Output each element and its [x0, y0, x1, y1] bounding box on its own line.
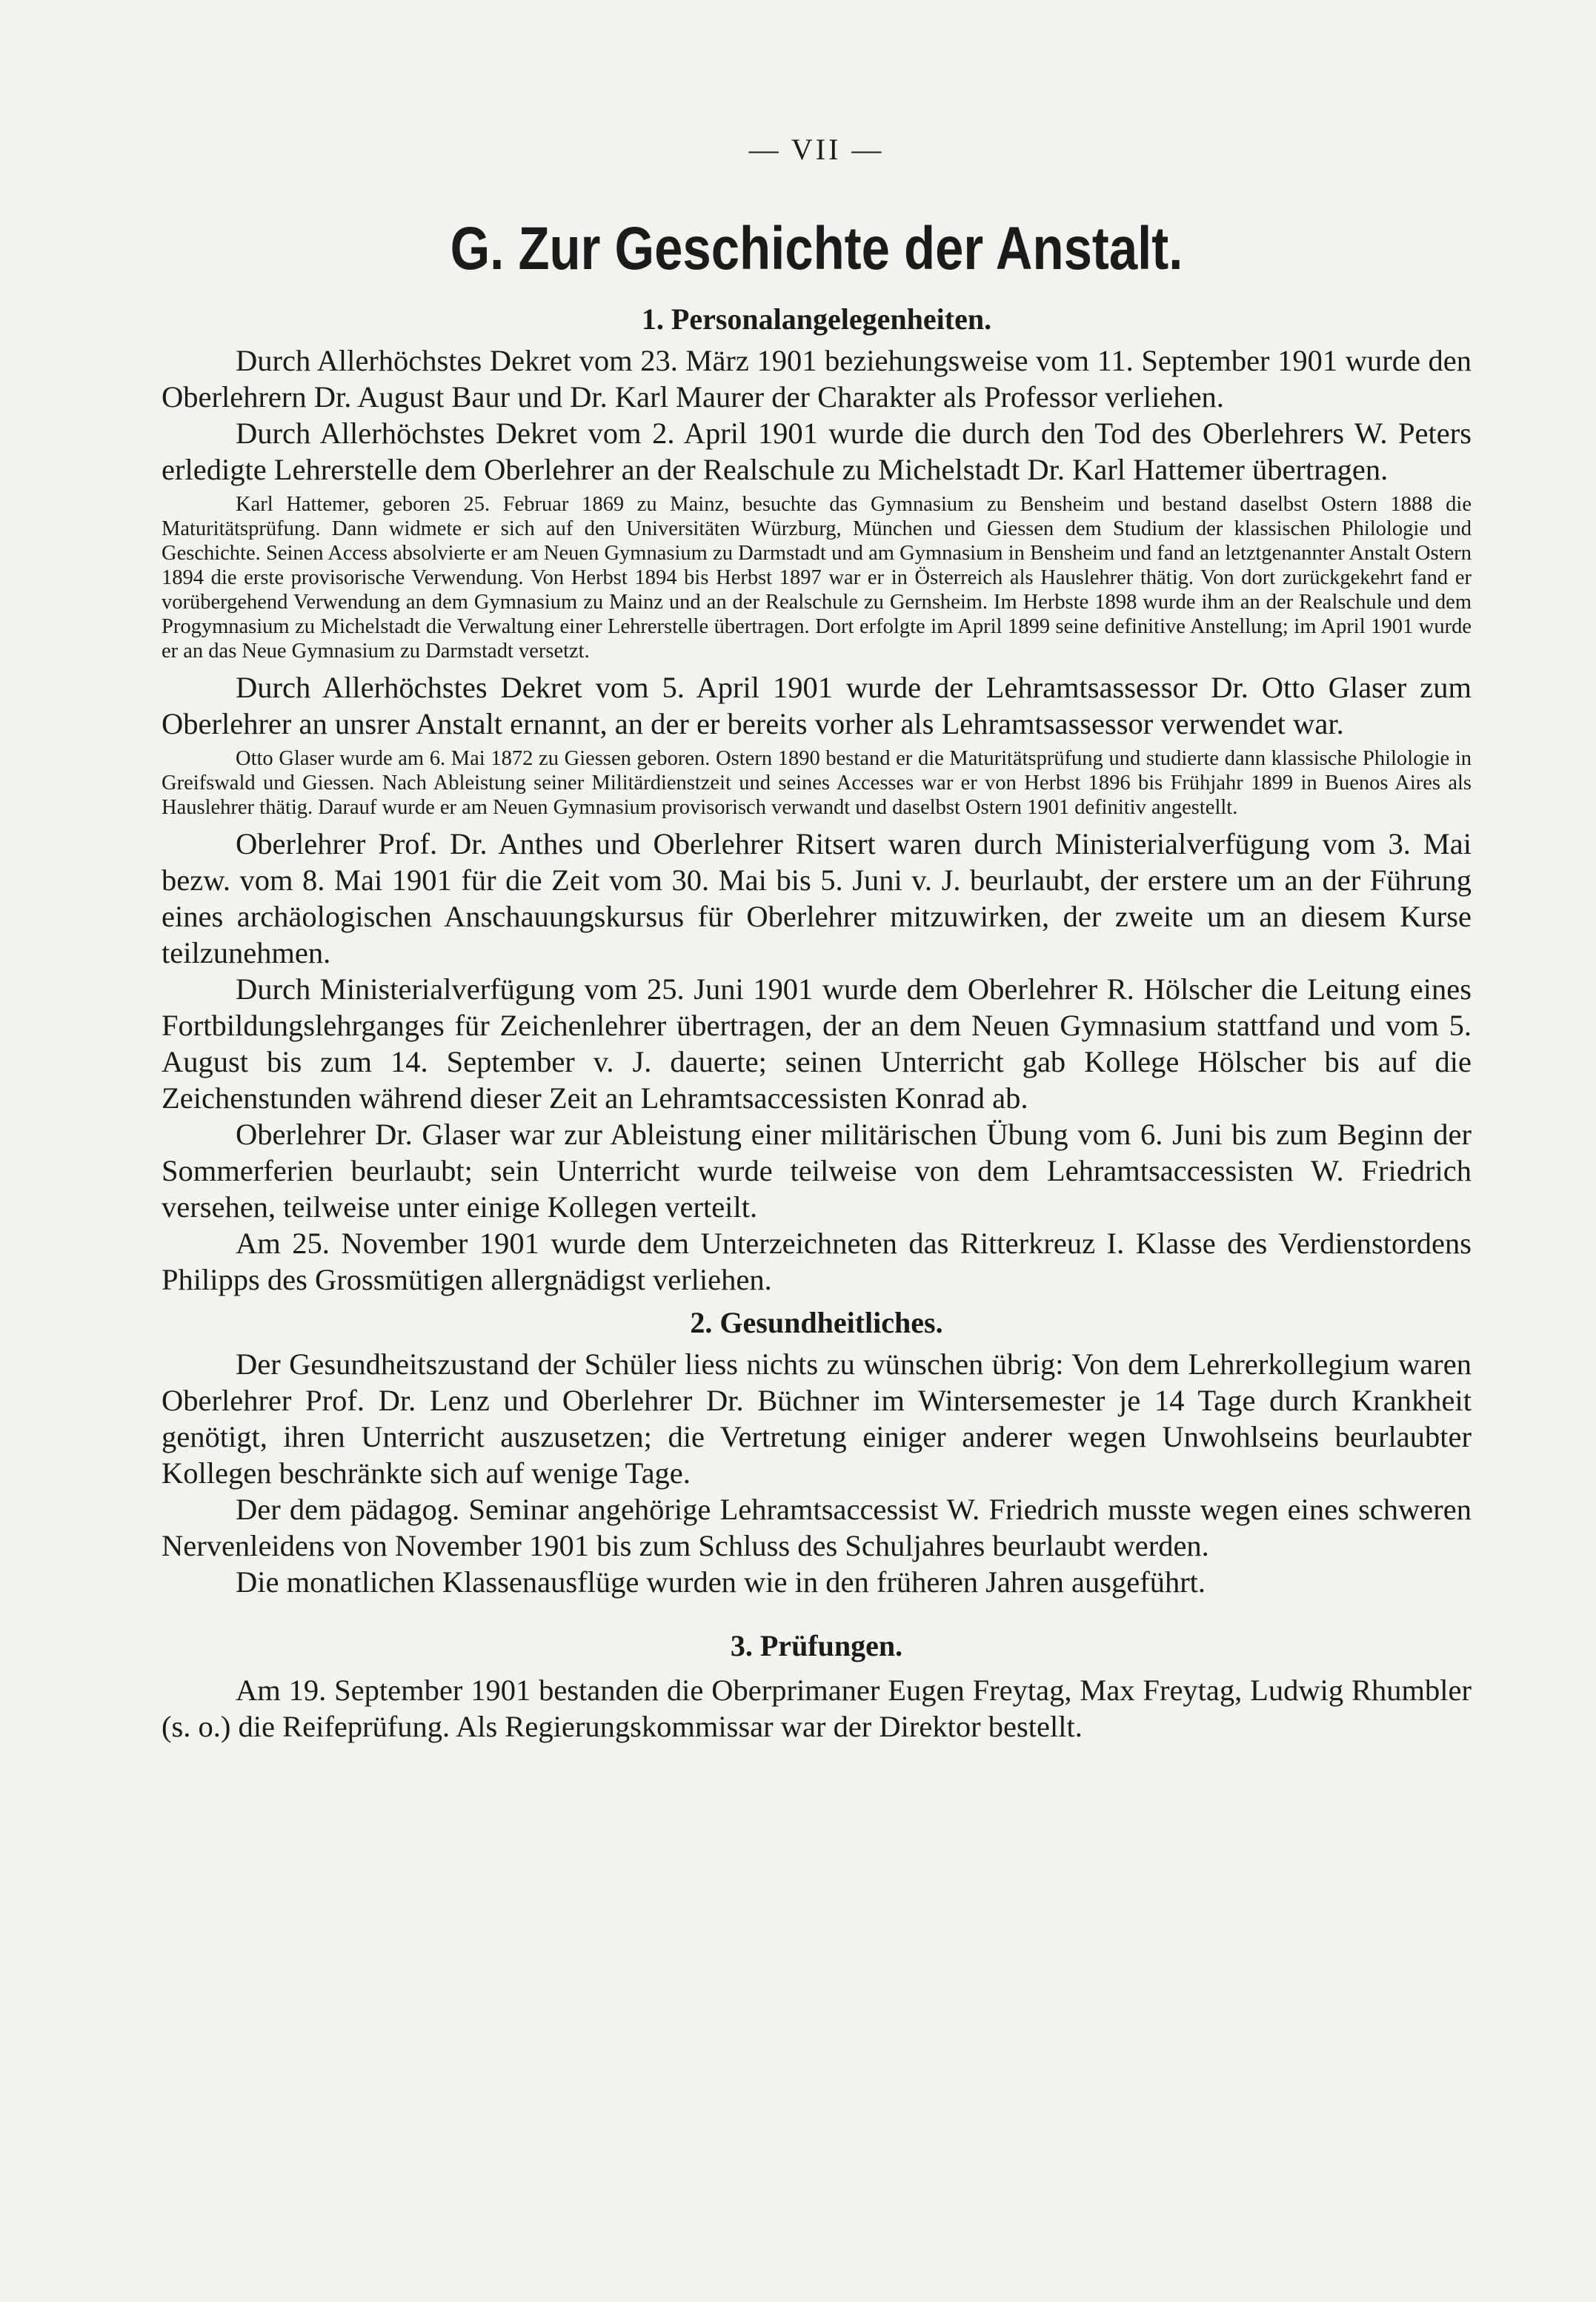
- paragraph: Der Gesundheitszustand der Schüler liess nichts zu wünschen übrig: Von dem Lehrerkollegium waren Oberlehrer Prof. Dr. Lenz und Oberlehrer Dr. Büchner im Wintersemester je 14 Tage durch Krankheit genötigt, ihren Unterricht auszusetzen; die Vertretung einiger anderer wegen Unwohlseins beurlaubter Kollegen beschränkte sich auf wenige Tage.: [162, 1347, 1472, 1490]
- page-title: G. Zur Geschichte der Anstalt.: [450, 215, 1183, 282]
- section-heading-health: 2. Gesundheitliches.: [690, 1306, 943, 1340]
- paragraph: Die monatlichen Klassenausflüge wurden wie in den früheren Jahren ausgeführt.: [236, 1565, 1206, 1599]
- paragraph: Der dem pädagog. Seminar angehörige Lehramtsaccessist W. Friedrich musste wegen eines schweren Nervenleidens von November 1901 bis zum Schluss des Schuljahres beurlaubt werden.: [162, 1493, 1472, 1563]
- paragraph: Am 19. September 1901 bestanden die Oberprimaner Eugen Freytag, Max Freytag, Ludwig Rhumbler (s. o.) die Reifeprüfung. Als Regierungskommissar war der Direktor bestellt.: [162, 1674, 1472, 1744]
- biography-note: Otto Glaser wurde am 6. Mai 1872 zu Giessen geboren. Ostern 1890 bestand er die Maturitätsprüfung und studierte dann klassische Philologie in Greifswald und Giessen. Nach Ableistung seiner Militärdienstzeit und seines Accesses war er von Herbst 1896 bis Frühjahr 1899 in Buenos Aires als Hauslehrer thätig. Darauf wurde er am Neuen Gymnasium provisorisch verwandt und daselbst Ostern 1901 definitiv angestellt.: [162, 747, 1472, 820]
- paragraph: Durch Ministerialverfügung vom 25. Juni 1901 wurde dem Oberlehrer R. Hölscher die Leitung eines Fortbildungslehrganges für Zeichenlehrer übertragen, der an dem Neuen Gymnasium stattfand und vom 5. August bis zum 14. September v. J. dauerte; seinen Unterricht gab Kollege Hölscher bis auf die Zeichenstunden während dieser Zeit an Lehramtsaccessisten Konrad ab.: [162, 972, 1472, 1115]
- biography-note: Karl Hattemer, geboren 25. Februar 1869 zu Mainz, besuchte das Gymnasium zu Bensheim und bestand daselbst Ostern 1888 die Maturitätsprüfung. Dann widmete er sich auf den Universitäten Würzburg, München und Giessen dem Studium der klassischen Philologie und Geschichte. Seinen Access absolvierte er am Neuen Gymnasium zu Darmstadt und am Gymnasium in Bensheim und fand an letztgenannter Anstalt Ostern 1894 die erste provisorische Verwendung. Von Herbst 1894 bis Herbst 1897 war er in Österreich als Hauslehrer thätig. Von dort zurückgekehrt fand er vorübergehend Verwendung an dem Gymnasium zu Mainz und an der Realschule zu Gernsheim. Im Herbste 1898 wurde ihm an der Realschule und dem Progymnasium zu Michelstadt die Verwaltung einer Lehrerstelle übertragen. Dort erfolgte im April 1899 seine definitive Anstellung; im April 1901 wurde er an das Neue Gymnasium zu Darmstadt versetzt.: [162, 493, 1472, 663]
- paragraph: Oberlehrer Prof. Dr. Anthes und Oberlehrer Ritsert waren durch Ministerialverfügung vom 3. Mai bezw. vom 8. Mai 1901 für die Zeit vom 30. Mai bis 5. Juni v. J. beurlaubt, der erstere um an der Führung eines archäologischen Anschauungskursus für Oberlehrer mitzuwirken, der zweite um an diesem Kurse teilzunehmen.: [162, 827, 1472, 970]
- paragraph: Durch Allerhöchstes Dekret vom 5. April 1901 wurde der Lehramtsassessor Dr. Otto Glaser zum Oberlehrer an unsrer Anstalt ernannt, an der er bereits vorher als Lehramtsassessor verwendet war.: [162, 671, 1472, 741]
- page-number: — VII —: [748, 133, 885, 166]
- paragraph: Durch Allerhöchstes Dekret vom 23. März 1901 beziehungsweise vom 11. September 1901 wurde den Oberlehrern Dr. August Baur und Dr. Karl Maurer der Charakter als Professor verliehen.: [162, 344, 1472, 414]
- section-heading-exams: 3. Prüfungen.: [730, 1629, 903, 1663]
- paragraph: Oberlehrer Dr. Glaser war zur Ableistung einer militärischen Übung vom 6. Juni bis zum Beginn der Sommerferien beurlaubt; sein Unterricht wurde teilweise von dem Lehramtsaccessisten W. Friedrich versehen, teilweise unter einige Kollegen verteilt.: [162, 1118, 1472, 1224]
- section-heading-personal: 1. Personalangelegenheiten.: [641, 302, 992, 336]
- paragraph: Am 25. November 1901 wurde dem Unterzeichneten das Ritterkreuz I. Klasse des Verdienstordens Philipps des Grossmütigen allergnädigst verliehen.: [162, 1227, 1472, 1297]
- paragraph: Durch Allerhöchstes Dekret vom 2. April 1901 wurde die durch den Tod des Oberlehrers W. Peters erledigte Lehrerstelle dem Oberlehrer an der Realschule zu Michelstadt Dr. Karl Hattemer übertragen.: [162, 417, 1472, 487]
